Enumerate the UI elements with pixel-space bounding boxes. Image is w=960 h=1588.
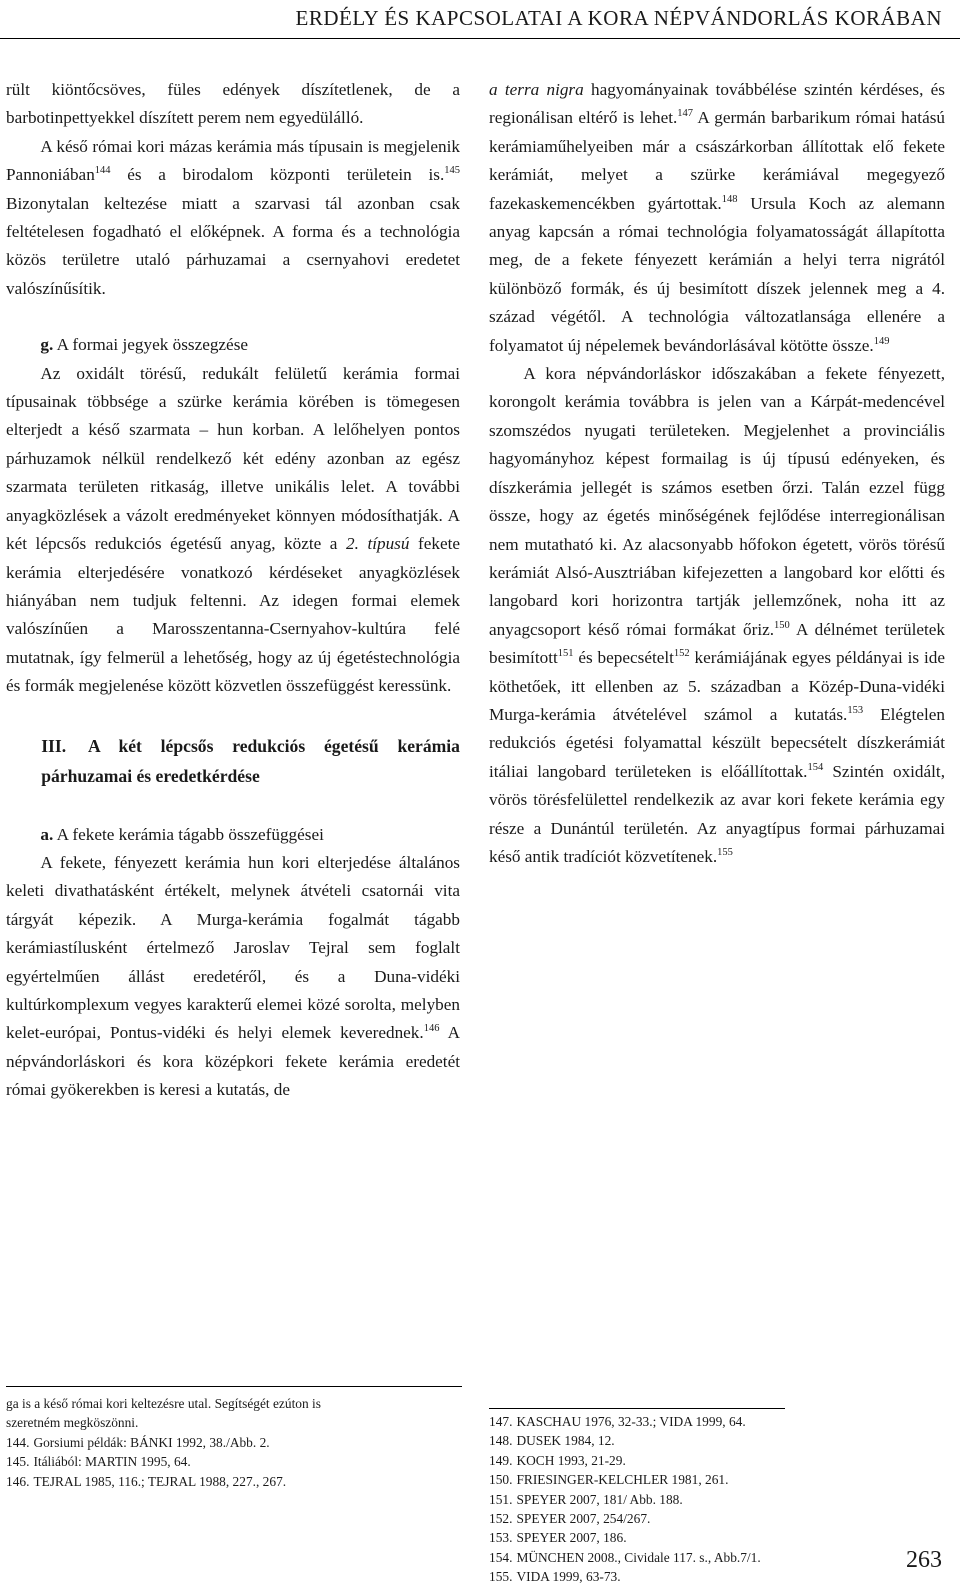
paragraph: a terra nigra hagyományainak továbbélése szintén kérdéses, és regionálisan eltérő is lehet.$^{147}$ A germán barbarikum római hatású kerámiaműhelyeiben már a császárkorban állítottak elő fekete kerámiát, melyet a szürke kerámiával megegyező fazekaskemencékben gyártottak.$^{148}$ Ursula Koch az alemann anyag kapcsán a római technológia folyamatosságát állapította meg, de a fekete fényezett kerámián a helyi terra nigrától különböző formák, és új besimított díszek jelennek meg a 4. század végétől. A technológia változatlansága ellenére a folyamatot új népelemek bevándorlásával kötötte össze.$^{149}$	[489, 80, 945, 355]
footnote-continuation: szeretném megköszönni.	[6, 1415, 139, 1431]
footnote-ref[interactable]: 144	[94, 165, 111, 177]
paragraph: rült kiöntőcsöves, füles edények díszítetlenek, de a barbotinpettyekkel díszített perem nem egyedülálló.	[6, 80, 460, 128]
footnote: 155. VIDA 1999, 63-73.	[489, 1569, 621, 1585]
footnotes-right	[489, 1412, 945, 1587]
left-column	[6, 76, 460, 1105]
footnote-ref[interactable]: 155	[717, 846, 733, 858]
paragraph: Az oxidált törésű, redukált felületű kerámia formai típusainak többsége a szürke kerámia körében is tömegesen elterjedt a késő szarmata – hun korban. A lelőhelyen pontos párhuzamok nélkül rendelkező két edény azonban az egész szarmata területen ritkaság, illetve unikális lelet. A további anyagközlések a vázolt eredményeket könnyen módosíthatják. A két lépcsős redukciós égetésű anyag, közte a 2. típusú fekete kerámia elterjedésére vonatkozó kérdéseket anyagközlések hiányában nem tudjuk feltenni. Az idegen formai elemek valószínűen a Marosszentanna-Csernyahov-kultúra felé mutatnak, így felmerül a lehetőség, hogy az új égetéstechnológia és formák megjelenése között közvetlen összefüggést keressünk.	[6, 363, 460, 696]
footnote-ref[interactable]: 145	[444, 165, 460, 177]
footnote-ref[interactable]: 150	[774, 619, 790, 631]
footnote-ref[interactable]: 151	[557, 648, 574, 660]
footnote-ref[interactable]: 153	[847, 704, 864, 716]
footnote: 150. FRIESINGER-KELCHLER 1981, 261.	[489, 1472, 729, 1488]
footnote-ref[interactable]: 148	[721, 193, 738, 205]
footnote-continuation: ga is a késő római kori keltezésre utal. Segítségét ezúton is	[6, 1396, 321, 1411]
footnote: 151. SPEYER 2007, 181/ Abb. 188.	[489, 1491, 683, 1507]
footnote: 145. Itáliából: MARTIN 1995, 64.	[6, 1454, 191, 1470]
footnote-ref[interactable]: 154	[807, 761, 824, 773]
footnote: 144. Gorsiumi példák: BÁNKI 1992, 38./Abb. 2.	[6, 1434, 270, 1450]
right-column	[489, 76, 945, 871]
footnote: 146. TEJRAL 1985, 116.; TEJRAL 1988, 227., 267.	[6, 1473, 287, 1489]
footnote: 149. KOCH 1993, 21-29.	[489, 1452, 626, 1468]
footnote: 147. KASCHAU 1976, 32-33.; VIDA 1999, 64.	[489, 1414, 746, 1429]
section-heading-iii: III. A két lépcsős redukciós égetésű kerámia párhuzamai és eredetkérdése	[41, 735, 460, 786]
paragraph: A fekete, fényezett kerámia hun kori elterjedése általános keleti divathatásként értékelt, melynek átvételi csatornái vita tárgyát képezik. A Murga-kerámia fogalmát tágabb kerámiastílusként értelmező Jaroslav Tejral sem foglalt egyértelműen állást eredetéről, és a Duna-vidéki kultúrkomplexum vegyes karakterű elemei közé sorolta, melyben kelet-európai, Pontus-vidéki és helyi elemek keverednek.$^{146}$ A népvándorláskori és kora középkori fekete kerámia eredetét római gyökerekben is keresi a kutatás, de	[6, 852, 461, 1100]
running-header: ERDÉLY ÉS KAPCSOLATAI A KORA NÉPVÁNDORLÁS KORÁBAN	[295, 6, 942, 30]
paragraph: A kora népvándorláskor időszakában a fekete fényezett, korongolt kerámia továbbra is jelen van a Kárpát-medencével szomszédos nyugati területeken. Megjelenhet a provinciális hagyományhoz képest formailag is új típusú edényeken, és díszkerámia jellegét is számos esetben őrzi. Talán ezzel függ össze, hogy az égetés minőségének fejlődése interregionálisan nem mutatható ki. Az alacsonyabb hőfokon égetett, vörös törésű kerámiát Alsó-Ausztriában kifejezetten a langobard kor előtti és langobard kori horizontra tartják jellemzőnek, noha itt az anyagcsoport késő római formákat őriz.$^{150}$ A délnémet területek besimított$^{151}$ és bepecsételt$^{152}$ kerámiájának egyes példányai is ide köthetőek, itt ellenben az 5. században a Közép-Duna-vidéki Murga-kerámia átvételével számol a kutatás.$^{153}$ Elégtelen redukciós égetési folyamattal készült bepecsételt díszkerámiát itáliai langobard területeken is előállítottak.$^{154}$ Szintén oxidált, vörös törésfelülettel rendelkezik az avar kori fekete kerámia egy része a Dunántúl területén. Az anyagtípus formai párhuzamai késő antik tradíciót közvetítenek.$^{155}$	[489, 364, 946, 866]
page-number: 263	[906, 1547, 942, 1573]
footnote-rule	[6, 1386, 462, 1387]
footnote-ref[interactable]: 146	[423, 1023, 440, 1035]
footnote-ref[interactable]: 152	[673, 648, 690, 660]
footnote-rule	[489, 1408, 785, 1409]
header-rule	[0, 38, 960, 39]
footnote: 154. MÜNCHEN 2008., Cividale 117. s., Abb.7/1.	[489, 1549, 761, 1565]
footnote: 153. SPEYER 2007, 186.	[489, 1530, 627, 1546]
footnote: 152. SPEYER 2007, 254/267.	[489, 1511, 651, 1527]
footnote-ref[interactable]: 147	[677, 108, 694, 120]
footnotes-left	[6, 1394, 462, 1491]
subheading-a: a. A fekete kerámia tágabb összefüggései	[40, 824, 324, 844]
paragraph: A késő római kori mázas kerámia más típusain is megjelenik Pannoniában$^{144}$ és a birodalom központi területein is.$^{145}$ Bizonytalan keltezése miatt a szarvasi tál azonban csak feltételesen fogadható el előképnek. A forma és a technológia közös területre utaló párhuzamai a csernyahovi eredetet valószínűsítik.	[6, 136, 460, 298]
footnote-ref[interactable]: 149	[873, 335, 890, 347]
footnote: 148. DUSEK 1984, 12.	[489, 1433, 615, 1449]
subheading-g: g. A formai jegyek összegzése	[40, 335, 249, 355]
